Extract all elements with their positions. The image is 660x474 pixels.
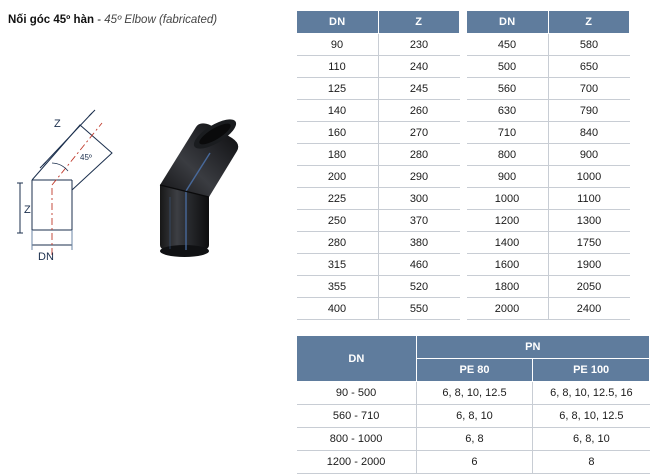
dimension-table-left [296, 10, 460, 320]
cell-z: 1900 [548, 254, 630, 276]
dimension-table-left-body [297, 34, 460, 320]
cell-z: 300 [378, 188, 460, 210]
cell-z: 380 [378, 232, 460, 254]
dimension-table-right [466, 10, 630, 320]
cell-dn: 355 [297, 276, 379, 298]
cell-dn: 1000 [467, 188, 549, 210]
cell-dn: 90 [297, 34, 379, 56]
cell-dn: 560 [467, 78, 549, 100]
table-row [297, 34, 460, 56]
cell-z: 1100 [548, 188, 630, 210]
cell-dn-range: 1200 - 2000 [297, 451, 417, 474]
table-row [297, 56, 460, 78]
table-row [297, 122, 460, 144]
cell-z: 900 [548, 144, 630, 166]
cell-dn-range: 90 - 500 [297, 382, 417, 405]
cell-z: 1300 [548, 210, 630, 232]
cell-dn: 630 [467, 100, 549, 122]
pn-table [296, 335, 650, 474]
table-row [467, 210, 630, 232]
table-row [297, 276, 460, 298]
table-row [467, 100, 630, 122]
table-row [297, 232, 460, 254]
cell-pe100: 6, 8, 10, 12.5 [533, 405, 650, 428]
centerline-angled [52, 123, 102, 185]
cell-dn: 250 [297, 210, 379, 232]
cell-dn: 160 [297, 122, 379, 144]
table-row [467, 122, 630, 144]
elbow-diagram [10, 105, 280, 265]
cell-dn: 1200 [467, 210, 549, 232]
cell-z: 460 [378, 254, 460, 276]
cell-pe80: 6, 8 [416, 428, 533, 451]
pn-table-header-row-1 [297, 336, 650, 359]
cell-dn: 1800 [467, 276, 549, 298]
table-row [467, 144, 630, 166]
table-row [297, 188, 460, 210]
cell-z: 280 [378, 144, 460, 166]
cell-pe100: 6, 8, 10, 12.5, 16 [533, 382, 650, 405]
product-illustration-panel [0, 0, 290, 468]
cell-dn-range: 560 - 710 [297, 405, 417, 428]
cell-z: 790 [548, 100, 630, 122]
cell-dn: 1600 [467, 254, 549, 276]
cell-z: 650 [548, 56, 630, 78]
dimension-table-right-body [467, 34, 630, 320]
table-row [467, 78, 630, 100]
table-row [297, 210, 460, 232]
table-row [467, 298, 630, 320]
pn-column-header-pe100: PE 100 [533, 359, 650, 382]
cell-z: 260 [378, 100, 460, 122]
page-title-en: 45º Elbow (fabricated) [104, 14, 218, 26]
pn-column-header-pn: PN [416, 336, 649, 359]
table-header-row [297, 11, 460, 34]
angle-label: 45º [80, 153, 92, 162]
table-row [467, 56, 630, 78]
cell-z: 245 [378, 78, 460, 100]
cell-dn: 280 [297, 232, 379, 254]
z-label-vertical: Z [24, 204, 31, 216]
pn-column-header-pe80: PE 80 [416, 359, 533, 382]
cell-z: 700 [548, 78, 630, 100]
cell-z: 520 [378, 276, 460, 298]
elbow-diagram-svg [10, 105, 280, 265]
table-row [467, 166, 630, 188]
cell-z: 270 [378, 122, 460, 144]
z-dim-angled-tick2 [89, 110, 95, 116]
cell-z: 1000 [548, 166, 630, 188]
cell-z: 2050 [548, 276, 630, 298]
table-header-row [467, 11, 630, 34]
column-header-dn: DN [297, 11, 379, 34]
cell-pe80: 6 [416, 451, 533, 474]
table-row [297, 166, 460, 188]
cell-dn: 225 [297, 188, 379, 210]
table-row [297, 254, 460, 276]
table-row [467, 276, 630, 298]
cell-z: 580 [548, 34, 630, 56]
cell-dn-range: 800 - 1000 [297, 428, 417, 451]
table-row [467, 232, 630, 254]
table-row [467, 34, 630, 56]
table-row [467, 188, 630, 210]
table-row [297, 78, 460, 100]
cell-dn: 200 [297, 166, 379, 188]
cell-z: 370 [378, 210, 460, 232]
cell-dn: 900 [467, 166, 549, 188]
cell-dn: 400 [297, 298, 379, 320]
z-label-angled: Z [54, 118, 61, 130]
cell-dn: 500 [467, 56, 549, 78]
cell-dn: 315 [297, 254, 379, 276]
page-title-dash: - [94, 14, 105, 26]
cell-z: 230 [378, 34, 460, 56]
cell-dn: 2000 [467, 298, 549, 320]
elbow-photo-bottom-face [160, 245, 209, 257]
table-row [297, 144, 460, 166]
pn-column-header-dn: DN [297, 336, 417, 382]
page-title-vi: Nối góc 45º hàn [8, 14, 94, 26]
cell-dn: 800 [467, 144, 549, 166]
elbow-photo [160, 114, 240, 257]
column-header-dn: DN [467, 11, 549, 34]
cell-z: 290 [378, 166, 460, 188]
table-row [297, 382, 650, 405]
cell-pe100: 6, 8, 10 [533, 428, 650, 451]
cell-pe100: 8 [533, 451, 650, 474]
cell-z: 2400 [548, 298, 630, 320]
table-row [467, 254, 630, 276]
cell-z: 1750 [548, 232, 630, 254]
cell-dn: 140 [297, 100, 379, 122]
cell-z: 240 [378, 56, 460, 78]
cell-dn: 710 [467, 122, 549, 144]
cell-pe80: 6, 8, 10, 12.5 [416, 382, 533, 405]
table-row [297, 451, 650, 474]
dn-label: DN [38, 251, 54, 263]
pn-table-body [297, 382, 650, 474]
column-header-z: Z [548, 11, 630, 34]
cell-z: 840 [548, 122, 630, 144]
angle-arc [52, 163, 68, 171]
cell-dn: 125 [297, 78, 379, 100]
table-row [297, 100, 460, 122]
table-row [297, 405, 650, 428]
page-title [8, 14, 217, 26]
cell-dn: 180 [297, 144, 379, 166]
cell-z: 550 [378, 298, 460, 320]
column-header-z: Z [378, 11, 460, 34]
cell-dn: 1400 [467, 232, 549, 254]
cell-dn: 110 [297, 56, 379, 78]
table-row [297, 298, 460, 320]
cell-dn: 450 [467, 34, 549, 56]
table-row [297, 428, 650, 451]
cell-pe80: 6, 8, 10 [416, 405, 533, 428]
